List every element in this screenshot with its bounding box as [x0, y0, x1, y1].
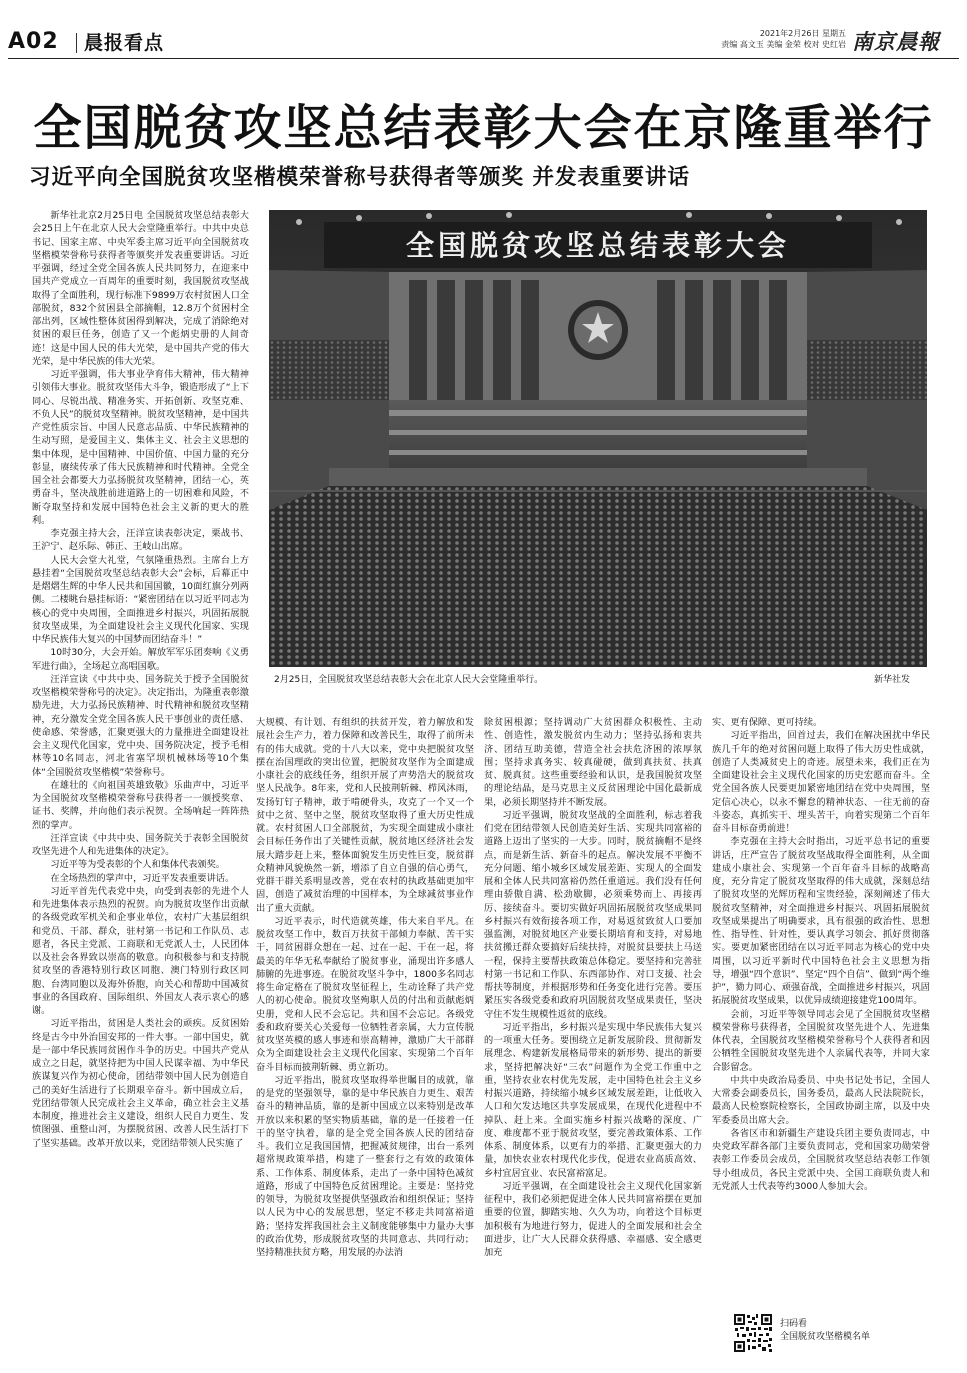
qr-caption	[780, 1318, 870, 1344]
issue-date: 2021年2月26日	[759, 29, 820, 38]
paragraph: 习近平等为受表彰的个人和集体代表颁奖。	[50, 859, 225, 871]
paragraph: 汪洋宣读《中共中央、国务院关于表彰全国脱贫攻坚先进个人和先进集体的决定》。	[32, 832, 249, 857]
page-number: A02	[8, 29, 59, 54]
news-photo	[269, 210, 927, 667]
paragraph: 李克强主持大会，汪洋宣读表彰决定，栗战书、王沪宁、赵乐际、韩正、王岐山出席。	[32, 528, 249, 553]
paragraph: 各省区市和新疆生产建设兵团主要负责同志，中央党政军群各部门主要负责同志，党和国家功勋荣誉表彰工作委员会成员，全国脱贫攻坚总结表彰工作领导小组成员，各民主党派中央、全国工商联负责人和无党派人士代表等约3000人参加大会。	[712, 1127, 930, 1192]
paragraph: 习近平指出，贫困是人类社会的顽疾。反贫困始终是古今中外治国安邦的一件大事。一部中国史，就是一部中华民族同贫困作斗争的历史。中国共产党从成立之日起，就坚持把为中国人民谋幸福、为中华民族谋复兴作为初心使命，团结带领中国人民为创造自己的美好生活进行了长期艰辛奋斗。新中国成立后，党团结带领人民完成社会主义革命，确立社会主义基本制度，推进社会主义建设，组织人民自力更生、发愤图强、重整山河，为摆脱贫困、改善人民生活打下了坚实基础。改革开放以来，党团结带领人民实施了	[32, 1018, 249, 1149]
issue-date-line	[698, 28, 846, 39]
paragraph: 习近平指出，乡村振兴是实现中华民族伟大复兴的一项重大任务。要围绕立足新发展阶段、贯彻新发展理念、构建新发展格局带来的新形势、提出的新要求，坚持把解决好“三农”问题作为全党工作重中之重，坚持农业农村优先发展，走中国特色社会主义乡村振兴道路，持续缩小城乡区域发展差距，让低收入人口和欠发达地区共享发展成果，在现代化进程中不掉队、赶上来。全面实施乡村振兴战略的深度、广度、难度都不亚于脱贫攻坚，要完善政策体系、工作体系、制度体系，以更有力的举措、汇聚更强大的力量，加快农业农村现代化步伐，促进农业高质高效、乡村宜居宜业、农民富裕富足。	[484, 1021, 702, 1179]
paragraph-continued: 大规模、有计划、有组织的扶贫开发，着力解放和发展社会生产力，着力保障和改善民生，取得了前所未有的伟大成就。党的十八大以来，党中央把脱贫攻坚摆在治国理政的突出位置，把脱贫攻坚作为全面建成小康社会的底线任务，组织开展了声势浩大的脱贫攻坚人民战争。8年来，党和人民披荆斩棘、栉风沐雨，发扬钉钉子精神，敢于啃硬骨头，攻克了一个又一个贫中之贫、坚中之坚，脱贫攻坚取得了重大历史性成就。农村贫困人口全部脱贫，为实现全面建成小康社会目标任务作出了关键性贡献，脱贫地区经济社会发展大踏步赶上来，整体面貌发生历史性巨变，脱贫群众精神风貌焕然一新，增添了自立自强的信心勇气，党群干群关系明显改善，党在农村的执政基础更加牢固，创造了减贫治理的中国样本，为全球减贫事业作出了重大贡献。	[256, 717, 474, 914]
paragraph: 会前，习近平等领导同志会见了全国脱贫攻坚楷模荣誉称号获得者，全国脱贫攻坚先进个人、先进集体代表，全国脱贫攻坚楷模荣誉称号个人获得者和因公牺牲全国脱贫攻坚先进个人亲属代表等，并同大家合影留念。	[712, 1008, 930, 1073]
article-column-2	[256, 716, 474, 1356]
qr-caption-line1: 扫码看	[780, 1319, 808, 1329]
paragraph-continued: 实、更有保障、更可持续。	[712, 717, 823, 728]
paragraph: 10时30分，大会开始。解放军军乐团奏响《义勇军进行曲》，全场起立高唱国歌。	[32, 647, 249, 672]
editorial-staff: 责编 高文玉 美编 金荣 校对 史红岩	[721, 40, 846, 49]
paragraph: 习近平强调，伟大事业孕育伟大精神，伟大精神引领伟大事业。脱贫攻坚伟大斗争，锻造形成了“上下同心、尽锐出战、精准务实、开拓创新、攻坚克难、不负人民”的脱贫攻坚精神。脱贫攻坚精神，是中国共产党性质宗旨、中国人民意志品质、中华民族精神的生动写照，是爱国主义、集体主义、社会主义思想的集中体现，是中国精神、中国价值、中国力量的充分彰显，赓续传承了伟大民族精神和时代精神。全党全国全社会都要大力弘扬脱贫攻坚精神，团结一心，英勇奋斗，坚决战胜前进道路上的一切困难和风险，不断夺取坚持和发展中国特色社会主义新的更大的胜利。	[32, 369, 249, 526]
paragraph: 习近平表示，时代造就英雄，伟大来自平凡。在脱贫攻坚工作中，数百万扶贫干部倾力奉献、苦干实干，同贫困群众想在一起、过在一起、干在一起，将最美的年华无私奉献给了脱贫事业，涌现出许多感人肺腑的先进事迹。在脱贫攻坚斗争中，1800多名同志将生命定格在了脱贫攻坚征程上，生动诠释了共产党人的初心使命。脱贫攻坚殉职人员的付出和贡献彪炳史册，党和人民不会忘记。共和国不会忘记。各级党委和政府要关心关爱每一位牺牲者亲属，大力宣传脱贫攻坚英模的感人事迹和崇高精神，激励广大干部群众为全面建设社会主义现代化国家、实现第二个百年奋斗目标而披荆斩棘、勇立新功。	[256, 915, 474, 1073]
photo-caption: 2月25日，全国脱贫攻坚总结表彰大会在北京人民大会堂隆重举行。	[274, 675, 544, 685]
paragraph: 习近平首先代表党中央，向受到表彰的先进个人和先进集体表示热烈的祝贺。向为脱贫攻坚作出贡献的各级党政军机关和企事业单位，农村广大基层组织和党员、干部、群众，驻村第一书记和工作队员、志愿者，各民主党派、工商联和无党派人士，人民团体以及社会各界致以崇高的敬意。向积极参与和支持脱贫攻坚的香港特别行政区同胞、澳门特别行政区同胞、台湾同胞以及海外侨胞，向关心和帮助中国减贫事业的各国政府、国际组织、外国友人表示衷心的感谢。	[32, 885, 249, 1016]
paragraph: 新华社北京2月25日电 全国脱贫攻坚总结表彰大会25日上午在北京人民大会堂隆重举行。中共中央总书记、国家主席、中央军委主席习近平向全国脱贫攻坚楷模荣誉称号获得者等颁奖并发表重要讲话。习近平强调，经过全党全国各族人民共同努力，在迎来中国共产党成立一百周年的重要时刻，我国脱贫攻坚战取得了全面胜利，现行标准下9899万农村贫困人口全部脱贫，832个贫困县全部摘帽，12.8万个贫困村全部出列，区域性整体贫困得到解决，完成了消除绝对贫困的艰巨任务，创造了又一个彪炳史册的人间奇迹！这是中国人民的伟大光荣，是中国共产党的伟大光荣，是中华民族的伟大光荣。	[32, 210, 249, 367]
paragraph: 李克强在主持大会时指出，习近平总书记的重要讲话，庄严宣告了脱贫攻坚战取得全面胜利，从全面建成小康社会、实现第一个百年奋斗目标的战略高度，充分肯定了脱贫攻坚取得的伟大成就，深刻总结了脱贫攻坚的光辉历程和宝贵经验，深刻阐述了伟大脱贫攻坚精神，对全面推进乡村振兴、巩固拓展脱贫攻坚成果提出了明确要求，具有很强的政治性、思想性、指导性、针对性，要认真学习领会、抓好贯彻落实。要更加紧密团结在以习近平同志为核心的党中央周围，以习近平新时代中国特色社会主义思想为指导，增强“四个意识”、坚定“四个自信”、做到“两个维护”，勠力同心、顽强奋战，全面推进乡村振兴，巩固拓展脱贫攻坚成果，以优异成绩迎接建党100周年。	[712, 836, 930, 1007]
qr-code-graphic	[733, 1313, 773, 1353]
issue-weekday: 星期五	[822, 29, 846, 38]
paragraph: 习近平指出，脱贫攻坚取得举世瞩目的成就，靠的是党的坚强领导，靠的是中华民族自力更生、艰苦奋斗的精神品质，靠的是新中国成立以来特别是改革开放以来积累的坚实物质基础，靠的是一任接着一任干的坚守执着，靠的是全党全国各族人民的团结奋斗。我们立足我国国情，把握减贫规律，出台一系列超常规政策举措，构建了一整套行之有效的政策体系、工作体系、制度体系，走出了一条中国特色减贫道路，形成了中国特色反贫困理论。主要是：坚持党的领导，为脱贫攻坚提供坚强政治和组织保证；坚持以人民为中心的发展思想，坚定不移走共同富裕道路；坚持发挥我国社会主义制度能够集中力量办大事的政治优势，形成脱贫攻坚的共同意志、共同行动；坚持精准扶贫方略，用发展的办法消	[256, 1074, 474, 1258]
photo-illustration	[269, 210, 927, 667]
headline: 全国脱贫攻坚总结表彰大会在京隆重举行	[33, 100, 934, 156]
paragraph: 在全场热烈的掌声中，习近平发表重要讲话。	[50, 872, 235, 884]
paragraph: 习近平强调，在全面建设社会主义现代化国家新征程中，我们必须把促进全体人民共同富裕摆在更加重要的位置，脚踏实地、久久为功，向着这个目标更加积极有为地进行努力，促进人的全面发展和社会全面进步，让广大人民群众获得感、幸福感、安全感更加充	[484, 1180, 702, 1258]
article-column-3	[484, 716, 702, 1356]
qr-code-icon[interactable]	[733, 1313, 773, 1353]
paragraph: 中共中央政治局委员、中央书记处书记，全国人大常委会副委员长，国务委员，最高人民法院院长，最高人民检察院检察长，全国政协副主席，以及中央军委委员出席大会。	[712, 1074, 930, 1126]
header-rule	[8, 58, 959, 59]
section-name: 晨报看点	[84, 32, 165, 54]
paragraph: 习近平强调，脱贫攻坚战的全面胜利，标志着我们党在团结带领人民创造美好生活、实现共同富裕的道路上迈出了坚实的一大步。同时，脱贫摘帽不是终点，而是新生活、新奋斗的起点。解决发展不平衡不充分问题、缩小城乡区域发展差距、实现人的全面发展和全体人民共同富裕仍然任重道远。我们没有任何理由骄傲自满、松劲歇脚，必须乘势而上、再接再厉、接续奋斗。要切实做好巩固拓展脱贫攻坚成果同乡村振兴有效衔接各项工作，对易返贫致贫人口要加强监测，对脱贫地区产业要长期培育和支持，对易地扶贫搬迁群众要搞好后续扶持，对脱贫县要扶上马送一程，保持主要帮扶政策总体稳定。要坚持和完善驻村第一书记和工作队、东西部协作、对口支援、社会帮扶等制度，并根据形势和任务变化进行完善。要压紧压实各级党委和政府巩固脱贫攻坚成果责任，坚决守住不发生规模性返贫的底线。	[484, 809, 702, 1020]
paragraph-continued: 除贫困根源；坚持调动广大贫困群众积极性、主动性、创造性，激发脱贫内生动力；坚持弘扬和衷共济、团结互助美德，营造全社会扶危济困的浓厚氛围；坚持求真务实、较真碰硬，做到真扶贫、扶真贫、脱真贫。这些重要经验和认识，是我国脱贫攻坚的理论结晶，是马克思主义反贫困理论中国化最新成果，必须长期坚持并不断发展。	[484, 717, 702, 808]
paragraph: 汪洋宣读《中共中央、国务院关于授予全国脱贫攻坚楷模荣誉称号的决定》。决定指出，为隆重表彰激励先进，大力弘扬民族精神、时代精神和脱贫攻坚精神，充分激发全党全国各族人民干事创业的责任感、使命感、荣誉感，汇聚更强大的力量推进全面建设社会主义现代化国家，党中央、国务院决定，授予毛相林等10名同志，河北省塞罕坝机械林场等10个集体“全国脱贫攻坚楷模”荣誉称号。	[32, 673, 249, 778]
newspaper-masthead-logo: 南京晨報	[852, 29, 940, 54]
article-column-1	[32, 209, 249, 1356]
issue-meta	[698, 28, 846, 50]
national-emblem-icon	[568, 300, 628, 360]
subheadline: 习近平向全国脱贫攻坚楷模荣誉称号获得者等颁奖 并发表重要讲话	[29, 165, 690, 190]
paragraph: 在雄壮的《向祖国英雄致敬》乐曲声中，习近平为全国脱贫攻坚楷模荣誉称号获得者一一颁授奖章、证书、奖牌，并向他们表示祝贺。全场响起一阵阵热烈的掌声。	[32, 779, 249, 831]
article-column-4	[712, 716, 930, 1306]
photo-credit: 新华社发	[874, 675, 911, 685]
qr-caption-line2: 全国脱贫攻坚楷模名单	[780, 1332, 871, 1342]
paragraph: 人民大会堂大礼堂，气氛隆重热烈。主席台上方悬挂着“全国脱贫攻坚总结表彰大会”会标，后幕正中是熠熠生辉的中华人民共和国国徽，10面红旗分列两侧。二楼眺台悬挂标语：“紧密团结在以习近平同志为核心的党中央周围，全面推进乡村振兴，巩固拓展脱贫攻坚成果，为全面建设社会主义现代化国家、实现中华民族伟大复兴的中国梦而团结奋斗！”	[32, 554, 249, 645]
banner-text: 全国脱贫攻坚总结表彰大会	[405, 229, 791, 262]
section-divider	[76, 33, 77, 53]
audience	[269, 486, 927, 667]
paragraph: 习近平指出，回首过去，我们在解决困扰中华民族几千年的绝对贫困问题上取得了伟大历史性成就，创造了人类减贫史上的奇迹。展望未来，我们正在为全面建设社会主义现代化国家的历史宏愿而奋斗。全党全国各族人民要更加紧密地团结在党中央周围，坚定信心决心，以永不懈怠的精神状态、一往无前的奋斗姿态，真抓实干、埋头苦干，向着实现第二个百年奋斗目标奋勇前进！	[712, 730, 930, 834]
